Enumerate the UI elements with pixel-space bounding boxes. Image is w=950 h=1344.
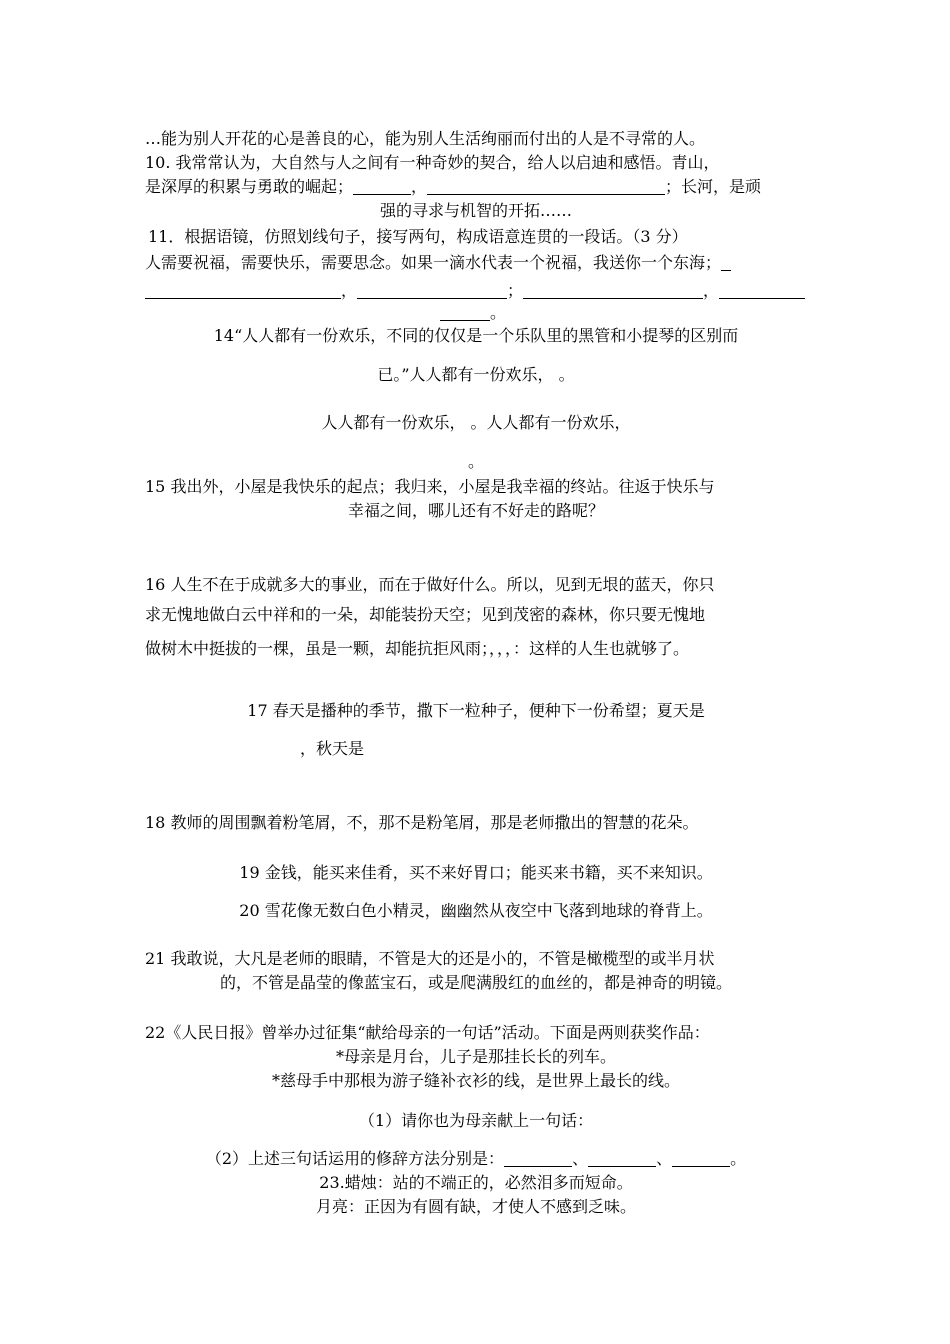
q20-line: 20 雪花像无数白色小精灵，幽幽然从夜空中飞落到地球的脊背上。 bbox=[239, 901, 713, 920]
q11-semicolon: ； bbox=[507, 281, 524, 300]
q11-blank-2[interactable] bbox=[357, 282, 507, 299]
q15-line2: 幸福之间，哪儿还有不好走的路呢？ bbox=[347, 501, 604, 520]
q10-line2 bbox=[145, 176, 807, 198]
q10-text-post: ；长河，是顽 bbox=[665, 177, 762, 196]
q23-line1: 23.蜡烛：站的不端正的，必然泪多而短命。 bbox=[319, 1173, 633, 1192]
q14-line1: 14“人人都有一份欢乐，不同的仅仅是一个乐队里的黑管和小提琴的区别而 bbox=[213, 326, 739, 345]
q16-line3: 做树木中挺拔的一棵，虽是一颗，却能抗拒风雨；，，，：这样的人生也就够了。 bbox=[145, 639, 690, 658]
q22-blank-2[interactable] bbox=[588, 1150, 656, 1167]
q14-line4: 。 bbox=[467, 452, 484, 471]
q22-sep-2: 、 bbox=[656, 1149, 673, 1168]
q22-example-2: *慈母手中那根为游子缝补衣衫的线，是世界上最长的线。 bbox=[271, 1071, 680, 1090]
q22-end: 。 bbox=[730, 1149, 747, 1168]
q22-sub2-text: （2）上述三句话运用的修辞方法分别是： bbox=[205, 1149, 505, 1168]
q11-period: 。 bbox=[490, 303, 507, 322]
q14-line2: 已。”人人都有一份欢乐， 。 bbox=[377, 365, 575, 384]
q16-line1: 16 人生不在于成就多大的事业，而在于做好什么。所以，见到无垠的蓝天，你只 bbox=[145, 575, 715, 594]
q19-line: 19 金钱，能买来佳肴，买不来好胃口；能买来书籍，买不来知识。 bbox=[239, 863, 713, 882]
q22-blank-3[interactable] bbox=[672, 1150, 730, 1167]
q11-blank-3[interactable] bbox=[523, 282, 703, 299]
q17-line1: 17 春天是播种的季节，撒下一粒种子，便种下一份希望；夏天是 bbox=[247, 701, 705, 720]
q11-line1 bbox=[145, 252, 807, 274]
q22-sub1: （1）请你也为母亲献上一句话： bbox=[358, 1111, 594, 1130]
q11-blank-4[interactable] bbox=[719, 282, 805, 299]
q11-comma-1: ， bbox=[341, 281, 358, 300]
q11-blank-1[interactable] bbox=[145, 282, 341, 299]
q10-blank-1[interactable] bbox=[353, 178, 411, 195]
q22-blank-1[interactable] bbox=[504, 1150, 572, 1167]
q10-blank-2[interactable] bbox=[427, 178, 665, 195]
q22-sub2 bbox=[145, 1148, 807, 1170]
q18-line: 18 教师的周围飘着粉笔屑，不，那不是粉笔屑，那是老师撒出的智慧的花朵。 bbox=[145, 813, 699, 832]
q15-line1: 15 我出外，小屋是我快乐的起点；我归来，小屋是我幸福的终站。往返于快乐与 bbox=[145, 477, 715, 496]
q22-line1: 22《人民日报》曾举办过征集“献给母亲的一句话”活动。下面是两则获奖作品： bbox=[145, 1023, 710, 1042]
q22-example-1: *母亲是月台，儿子是那挂长长的列车。 bbox=[335, 1047, 616, 1066]
q14-line3: 人人都有一份欢乐， 。人人都有一份欢乐， bbox=[321, 413, 631, 432]
q10-line3: 强的寻求与机智的开拓…… bbox=[379, 201, 572, 220]
q10-text-pre: 是深厚的积累与勇敢的崛起； bbox=[145, 177, 354, 196]
q11-prompt: 人需要祝福，需要快乐，需要思念。如果一滴水代表一个祝福，我送你一个东海； bbox=[145, 253, 722, 272]
q11-blank-start[interactable] bbox=[721, 254, 731, 271]
line-good-heart: …能为别人开花的心是善良的心，能为别人生活绚丽而付出的人是不寻常的人。 bbox=[145, 129, 706, 148]
q11-line3 bbox=[440, 302, 560, 324]
q16-line2: 求无愧地做白云中祥和的一朵，却能装扮天空；见到茂密的森林，你只要无愧地 bbox=[145, 605, 706, 624]
q11-line2 bbox=[145, 280, 807, 302]
q23-line2: 月亮：正因为有圆有缺，才使人不感到乏味。 bbox=[315, 1197, 636, 1216]
q17-line2: ，秋天是 bbox=[300, 739, 365, 758]
q21-line1: 21 我敢说，大凡是老师的眼睛，不管是大的还是小的，不管是橄榄型的或半月状 bbox=[145, 949, 715, 968]
q21-line2: 的，不管是晶莹的像蓝宝石，或是爬满殷红的血丝的，都是神奇的明镜。 bbox=[219, 973, 732, 992]
q10-line1: 10. 我常常认为，大自然与人之间有一种奇妙的契合，给人以启迪和感悟。青山， bbox=[145, 153, 720, 172]
q11-comma-2: ， bbox=[703, 281, 720, 300]
q11-blank-5[interactable] bbox=[440, 304, 490, 321]
q10-text-mid: ， bbox=[411, 177, 428, 196]
q22-sep-1: 、 bbox=[572, 1149, 589, 1168]
q11-instruction: 11．根据语镜，仿照划线句子，接写两句，构成语意连贯的一段话。（3 分） bbox=[148, 227, 688, 246]
